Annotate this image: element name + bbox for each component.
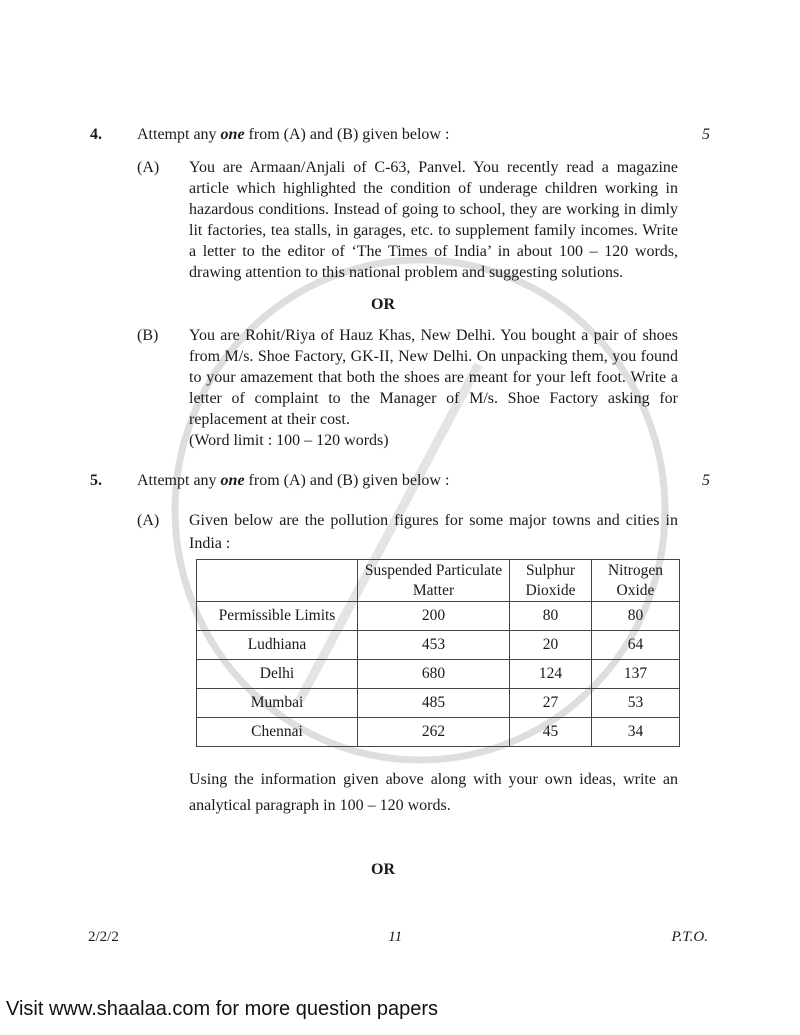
q5-after-text: Using the information given above along with your own ideas, write an analytical paragraph in 100 – 120 words. xyxy=(189,771,678,814)
table-header: Suspended Particulate Matter xyxy=(358,560,510,602)
table-row xyxy=(197,689,680,718)
q4-b-limit: (Word limit : 100 – 120 words) xyxy=(189,432,389,449)
table-cell: Ludhiana xyxy=(197,631,358,660)
prompt-text: Attempt any xyxy=(137,472,221,489)
q4-a xyxy=(137,157,710,283)
visit-banner: Visit www.shaalaa.com for more question papers xyxy=(6,998,439,1020)
table-cell: 34 xyxy=(592,718,680,747)
q5-a xyxy=(137,509,710,555)
table-cell: 64 xyxy=(592,631,680,660)
table-cell: 485 xyxy=(358,689,510,718)
table-cell: 137 xyxy=(592,660,680,689)
prompt-emphasis: one xyxy=(220,126,245,143)
table-cell: 80 xyxy=(510,602,592,631)
q5-a-label: (A) xyxy=(137,512,160,529)
q4-a-text: You are Armaan/Anjali of C-63, Panvel. You recently read a magazine article which highlighted the condition of underage children working in hazardous conditions. Instead of going to school, they are working in dimly lit factories, tea stalls, in garages, etc. to supplement family incomes. Write a letter to the editor of ‘The Times of India’ in about 100 – 120 words, drawing attention to this national problem and suggesting solutions. xyxy=(189,159,678,281)
question-page xyxy=(90,124,710,880)
table-cell: Mumbai xyxy=(197,689,358,718)
prompt-text: from (A) and (B) given below : xyxy=(244,472,450,489)
table-row xyxy=(197,602,680,631)
q5-after xyxy=(137,767,710,819)
q5-prompt xyxy=(137,470,694,491)
table-cell: 453 xyxy=(358,631,510,660)
table-row xyxy=(197,660,680,689)
table-header: Sulphur Dioxide xyxy=(510,560,592,602)
table-cell: 80 xyxy=(592,602,680,631)
footer-pto: P.T.O. xyxy=(671,929,708,945)
table-cell: 45 xyxy=(510,718,592,747)
q4-b-text: You are Rohit/Riya of Hauz Khas, New Delhi. You bought a pair of shoes from M/s. Shoe Factory, GK-II, New Delhi. On unpacking them, you found to your amazement that both the shoes are meant for your left foot. Write a letter of complaint to the Manager of M/s. Shoe Factory asking for replacement at their cost. xyxy=(189,327,678,428)
table-header xyxy=(197,560,358,602)
q4-b-label: (B) xyxy=(137,327,159,344)
table-cell: 27 xyxy=(510,689,592,718)
table-cell: 680 xyxy=(358,660,510,689)
table-cell: Chennai xyxy=(197,718,358,747)
q4-number: 4. xyxy=(90,126,102,143)
table-cell: Delhi xyxy=(197,660,358,689)
footer-code: 2/2/2 xyxy=(88,929,119,945)
q4-header xyxy=(90,124,710,145)
q4-or: OR xyxy=(371,296,395,313)
footer-page-number: 11 xyxy=(388,929,403,945)
prompt-text: Attempt any xyxy=(137,126,221,143)
q5-a-text: Given below are the pollution figures for some major towns and cities in India : xyxy=(189,512,678,552)
q5-or: OR xyxy=(371,861,395,878)
table-header-row xyxy=(197,560,680,602)
q4-prompt xyxy=(137,124,694,145)
table-cell: Permissible Limits xyxy=(197,602,358,631)
q4-b xyxy=(137,325,710,451)
table-cell: 200 xyxy=(358,602,510,631)
footer xyxy=(88,928,708,946)
table-cell: 53 xyxy=(592,689,680,718)
q4-marks: 5 xyxy=(702,126,710,143)
table-cell: 20 xyxy=(510,631,592,660)
table-cell: 124 xyxy=(510,660,592,689)
prompt-emphasis: one xyxy=(220,472,245,489)
table-header: Nitrogen Oxide xyxy=(592,560,680,602)
table-cell: 262 xyxy=(358,718,510,747)
pollution-table xyxy=(196,559,680,747)
q5-number: 5. xyxy=(90,472,102,489)
prompt-text: from (A) and (B) given below : xyxy=(244,126,450,143)
q4-a-label: (A) xyxy=(137,159,160,176)
table-row xyxy=(197,718,680,747)
table-row xyxy=(197,631,680,660)
q5-header xyxy=(90,470,710,491)
q5-marks: 5 xyxy=(702,472,710,489)
